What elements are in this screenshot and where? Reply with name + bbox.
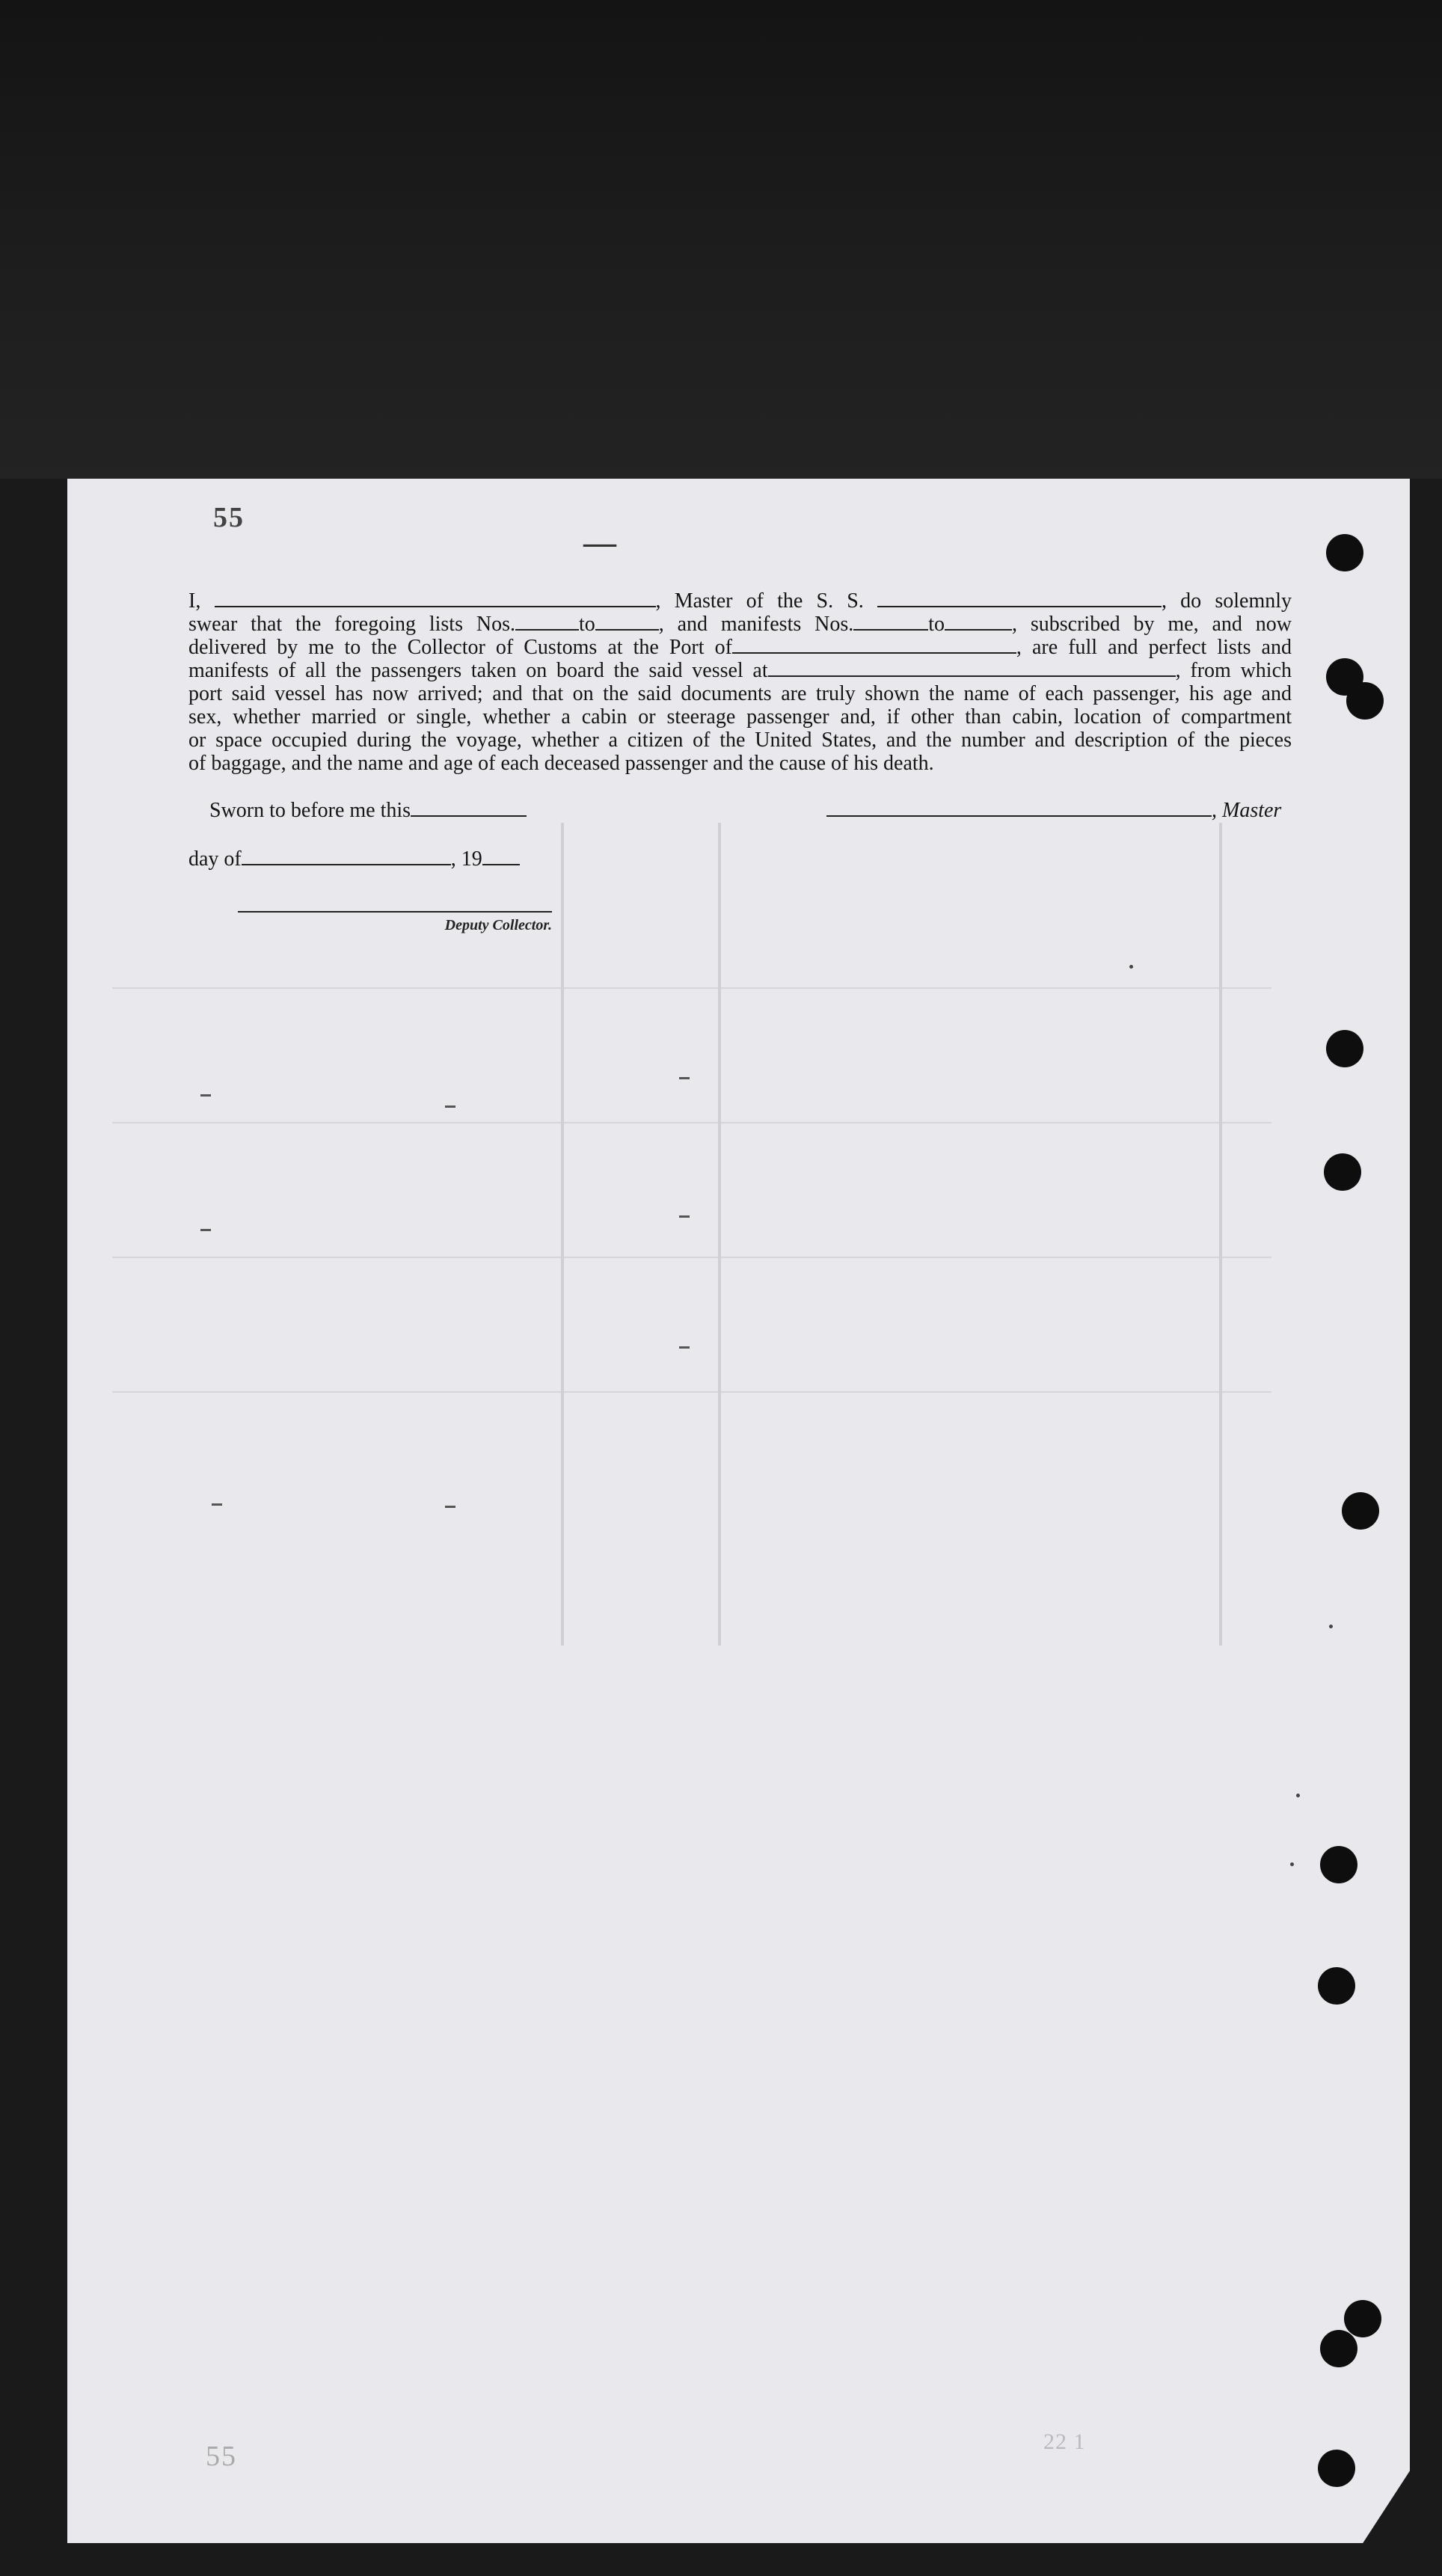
tick-mark <box>679 1346 690 1349</box>
sworn-label: Sworn to before me this <box>209 799 411 822</box>
page-number: 55 <box>213 502 245 533</box>
tick-mark <box>679 1215 690 1218</box>
tick-mark <box>212 1503 222 1506</box>
to-label-2: to <box>928 613 945 636</box>
deputy-collector-signature: Deputy Collector. <box>238 911 552 934</box>
tick-mark <box>200 1094 211 1097</box>
oath-line-5: port said vessel has now arrived; and that on the said documents are truly shown the name of each passenger, his age and <box>188 682 1292 705</box>
tick-mark <box>445 1506 455 1508</box>
punch-hole <box>1320 1846 1357 1883</box>
master-label: , Master <box>1212 799 1282 822</box>
oath-line-8: of baggage, and the name and age of each deceased passenger and the cause of his death. <box>188 752 934 775</box>
ink-speck <box>1296 1794 1300 1797</box>
master-oath-paragraph <box>188 589 1292 775</box>
ink-speck <box>1129 965 1133 969</box>
tick-mark <box>679 1077 690 1079</box>
solemnly-label: , do solemnly <box>1162 589 1292 613</box>
manifests-label: , and manifests Nos. <box>658 613 854 636</box>
manifests-from-field[interactable] <box>853 613 928 631</box>
punch-hole <box>1320 2330 1357 2367</box>
punch-hole <box>1326 534 1363 571</box>
lists-to-field[interactable] <box>595 613 659 631</box>
day-of-label: day of <box>188 847 242 871</box>
tick-mark <box>445 1105 455 1108</box>
faint-stamp: 22 1 <box>1043 2429 1086 2454</box>
to-label-1: to <box>578 613 595 636</box>
punch-hole <box>1324 1153 1361 1191</box>
month-field[interactable] <box>242 847 451 865</box>
scanner-background <box>0 0 1442 479</box>
punch-hole <box>1318 2450 1355 2487</box>
punch-hole <box>1344 2300 1381 2337</box>
manifests-to-field[interactable] <box>945 613 1012 631</box>
sworn-day-field[interactable] <box>411 799 527 817</box>
punch-hole <box>1342 1492 1379 1530</box>
oath-line-6: sex, whether married or single, whether a cabin or steerage passenger and, if other than cabin, location of compartment <box>188 705 1292 729</box>
master-signature-field[interactable] <box>826 799 1212 817</box>
master-of-label: , Master of the S. S. <box>655 589 864 613</box>
punch-hole <box>1326 1030 1363 1067</box>
embarkation-port-field[interactable] <box>768 659 1176 677</box>
vessel-name-field[interactable] <box>877 589 1162 607</box>
oath-line-7: or space occupied during the voyage, whether a citizen of the United States, and the number and description of the pieces <box>188 729 1292 752</box>
year-prefix-label: , 19 <box>450 847 482 871</box>
lists-from-field[interactable] <box>515 613 579 631</box>
sworn-row <box>209 799 527 823</box>
punch-hole <box>1346 682 1384 720</box>
subscribed-label: , subscribed by me, and now <box>1012 613 1292 636</box>
tick-mark <box>200 1229 211 1231</box>
swear-label: swear that the foregoing lists Nos. <box>188 613 515 636</box>
punch-hole <box>1318 1967 1355 2005</box>
master-signature-row <box>826 799 1281 823</box>
year-field[interactable] <box>482 847 520 865</box>
day-of-row <box>188 847 520 871</box>
delivered-label: delivered by me to the Collector of Customs at the Port of <box>188 636 732 659</box>
port-field[interactable] <box>732 636 1016 654</box>
from-which-label: , from which <box>1175 659 1292 682</box>
oath-i-label: I, <box>188 589 201 613</box>
master-name-field[interactable] <box>215 589 656 607</box>
ink-speck <box>1329 1625 1333 1628</box>
full-perfect-label: , are full and perfect lists and <box>1016 636 1292 659</box>
manifests-all-label: manifests of all the passengers taken on board the said vessel at <box>188 659 768 682</box>
page-number-bottom: 55 <box>206 2441 237 2472</box>
ink-speck <box>1290 1862 1294 1866</box>
manifest-page <box>67 479 1410 2543</box>
dash-mark: — <box>583 524 616 561</box>
